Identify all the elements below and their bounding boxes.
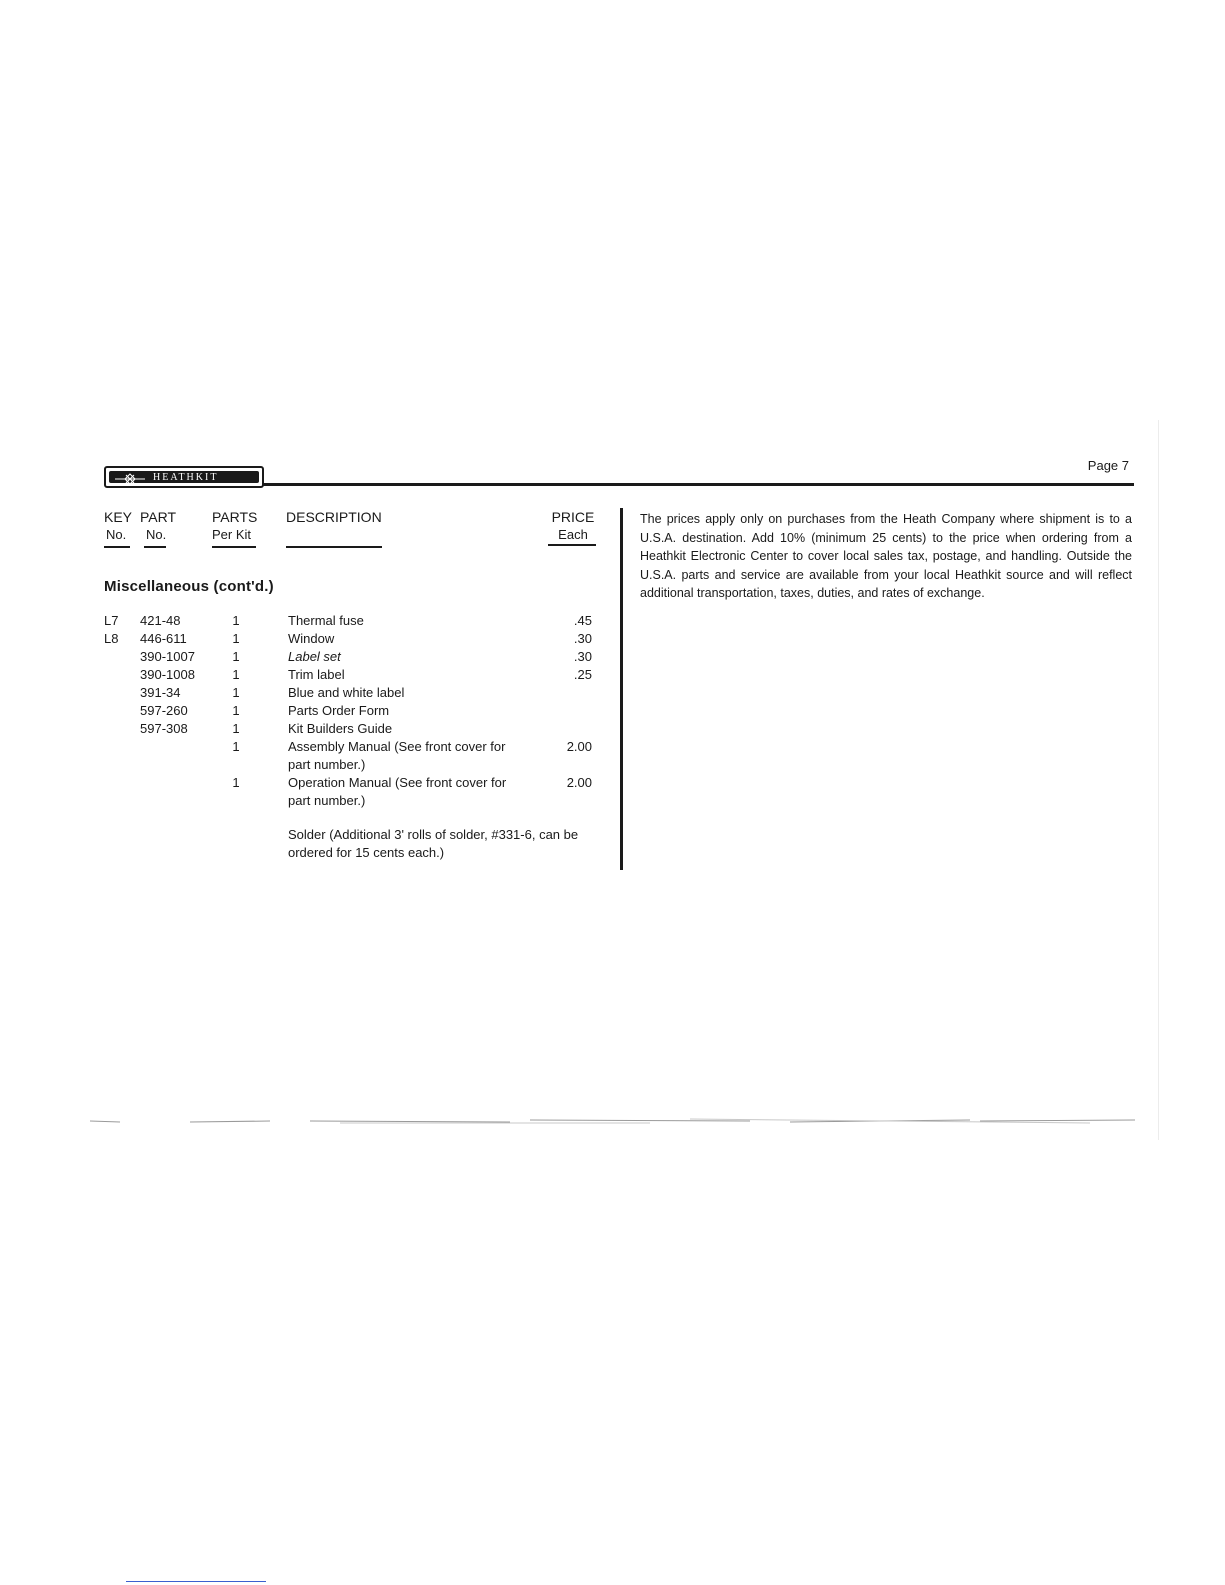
header-rule — [262, 483, 1134, 486]
description: Operation Manual (See front cover for part number.) — [288, 775, 507, 808]
part-number: 446-611 — [140, 631, 187, 646]
description: Parts Order Form — [288, 703, 390, 718]
quantity: 1 — [232, 739, 240, 754]
section-title: Miscellaneous (cont'd.) — [104, 578, 274, 595]
page-number: Page 7 — [1087, 458, 1129, 473]
price: .30 — [573, 631, 592, 646]
quantity: 1 — [232, 775, 240, 790]
description: Thermal fuse — [288, 613, 364, 628]
column-divider — [620, 508, 623, 870]
column-header-key: KEY No. — [104, 509, 133, 542]
price-underline — [548, 544, 596, 546]
quantity: 1 — [232, 667, 240, 682]
part-number: 597-308 — [140, 721, 188, 736]
key-underline — [104, 546, 130, 548]
part-underline — [144, 546, 166, 548]
price: .45 — [573, 613, 592, 628]
column-header-description: DESCRIPTION — [286, 509, 382, 525]
description: Label set — [288, 649, 341, 664]
pricing-notice: The prices apply only on purchases from the Heath Company where shipment is to a U.S.A. destination. Add 10% (minimum 25 cents) to the price when ordering from a Heathkit Electronic Center to cover local sales tax, postage, and handling. Outside the U.S.A. parts and service are available from your local Heathkit source and will reflect additional transportation, taxes, duties, and rates of exchange. — [640, 512, 1132, 600]
column-header-price: PRICE Each — [551, 509, 595, 542]
price: 2.00 — [566, 775, 592, 790]
description-underline — [286, 546, 382, 548]
quantity: 1 — [232, 649, 240, 664]
part-number: 421-48 — [140, 613, 181, 628]
description: Blue and white label — [288, 685, 405, 700]
price: .25 — [573, 667, 592, 682]
description: Kit Builders Guide — [288, 721, 393, 736]
description: Assembly Manual (See front cover for part number.) — [288, 739, 506, 772]
quantity: 1 — [232, 721, 240, 736]
part-number: 597-260 — [140, 703, 188, 718]
quantity: 1 — [232, 631, 240, 646]
parts-underline — [212, 546, 256, 548]
column-header-part: PART No. — [140, 509, 177, 542]
part-number: 390-1007 — [140, 649, 195, 664]
solder-note: Solder (Additional 3' rolls of solder, #331-6, can be ordered for 15 cents each.) — [288, 827, 579, 860]
key-number: L8 — [104, 631, 119, 646]
table-row — [104, 774, 604, 810]
table-row — [104, 666, 604, 684]
column-header-parts-per-kit: PARTS Per Kit — [212, 509, 258, 542]
scan-edge — [1158, 420, 1159, 1140]
logo-wordmark: HEATHKIT — [153, 472, 219, 483]
heathkit-logo — [104, 466, 264, 488]
quantity: 1 — [232, 613, 240, 628]
part-number: 391-34 — [140, 685, 181, 700]
scan-noise — [90, 1117, 1135, 1125]
table-row — [104, 720, 604, 738]
table-row — [104, 702, 604, 720]
table-row — [104, 684, 604, 702]
logo-emblem-icon — [115, 473, 145, 485]
table-row — [104, 738, 604, 774]
description: Window — [288, 631, 335, 646]
quantity: 1 — [232, 685, 240, 700]
bottom-line — [126, 1581, 266, 1582]
price: .30 — [573, 649, 592, 664]
description: Trim label — [288, 667, 345, 682]
table-row — [104, 648, 604, 666]
table-row — [104, 612, 604, 630]
part-number: 390-1008 — [140, 667, 195, 682]
table-row — [104, 630, 604, 648]
price: 2.00 — [566, 739, 592, 754]
key-number: L7 — [104, 613, 119, 628]
quantity: 1 — [232, 703, 240, 718]
